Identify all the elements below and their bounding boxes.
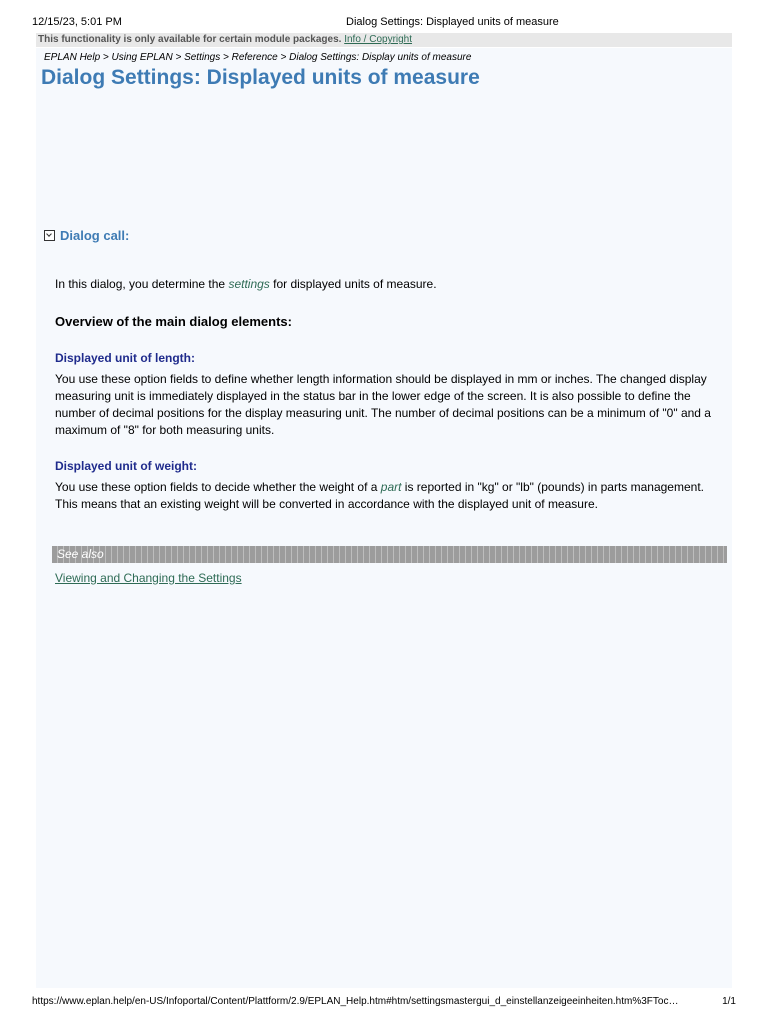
see-also-link-viewing-settings[interactable]: Viewing and Changing the Settings — [55, 571, 242, 585]
info-copyright-link[interactable]: Info / Copyright — [344, 34, 413, 45]
print-date: 12/15/23, 5:01 PM — [32, 16, 122, 28]
see-also-header: See also — [52, 546, 727, 563]
help-content — [36, 48, 732, 988]
expand-toggle-icon[interactable] — [44, 230, 55, 241]
weight-unit-description — [55, 479, 727, 513]
intro-after: for displayed units of measure. — [269, 277, 437, 291]
print-title: Dialog Settings: Displayed units of measure — [346, 16, 559, 28]
intro-before: In this dialog, you determine the — [55, 277, 229, 291]
weight-after: is reported in "kg" or "lb" (pounds) in parts management. This means that an existing weight will be converted in accordance with the displayed unit of measure. — [55, 480, 704, 511]
breadcrumb[interactable]: EPLAN Help > Using EPLAN > Settings > Reference > Dialog Settings: Display units of measure — [44, 52, 472, 63]
page-url: https://www.eplan.help/en-US/Infoportal/Content/Plattform/2.9/EPLAN_Help.htm#htm/settingsmastergui_d_einstellanzeigeeinheiten.htm%3FToc… — [32, 996, 679, 1007]
length-unit-description: You use these option fields to define whether length information should be displayed in mm or inches. The changed display measuring unit is immediately displayed in the status bar in the lower edge of the screen. It is also possible to define the number of decimal positions for the display measuring unit. The number of decimal positions can be a minimum of "0" and a maximum of "8" for both measuring units. — [55, 372, 711, 437]
dialog-call-label[interactable]: Dialog call: — [60, 228, 130, 243]
overview-heading: Overview of the main dialog elements: — [55, 314, 292, 329]
page-number: 1/1 — [722, 996, 736, 1007]
weight-unit-heading: Displayed unit of weight: — [55, 459, 198, 473]
dialog-call-toggle[interactable] — [44, 228, 129, 243]
module-availability-bar — [36, 33, 732, 47]
page-title: Dialog Settings: Displayed units of measure — [41, 66, 480, 89]
length-unit-heading: Displayed unit of length: — [55, 351, 195, 365]
part-link[interactable]: part — [380, 480, 402, 494]
module-availability-text: This functionality is only available for certain module packages. — [38, 34, 342, 45]
settings-link[interactable]: settings — [228, 277, 270, 291]
print-header — [32, 16, 736, 30]
intro-text — [55, 277, 437, 291]
weight-before: You use these option fields to decide whether the weight of a — [55, 480, 381, 494]
